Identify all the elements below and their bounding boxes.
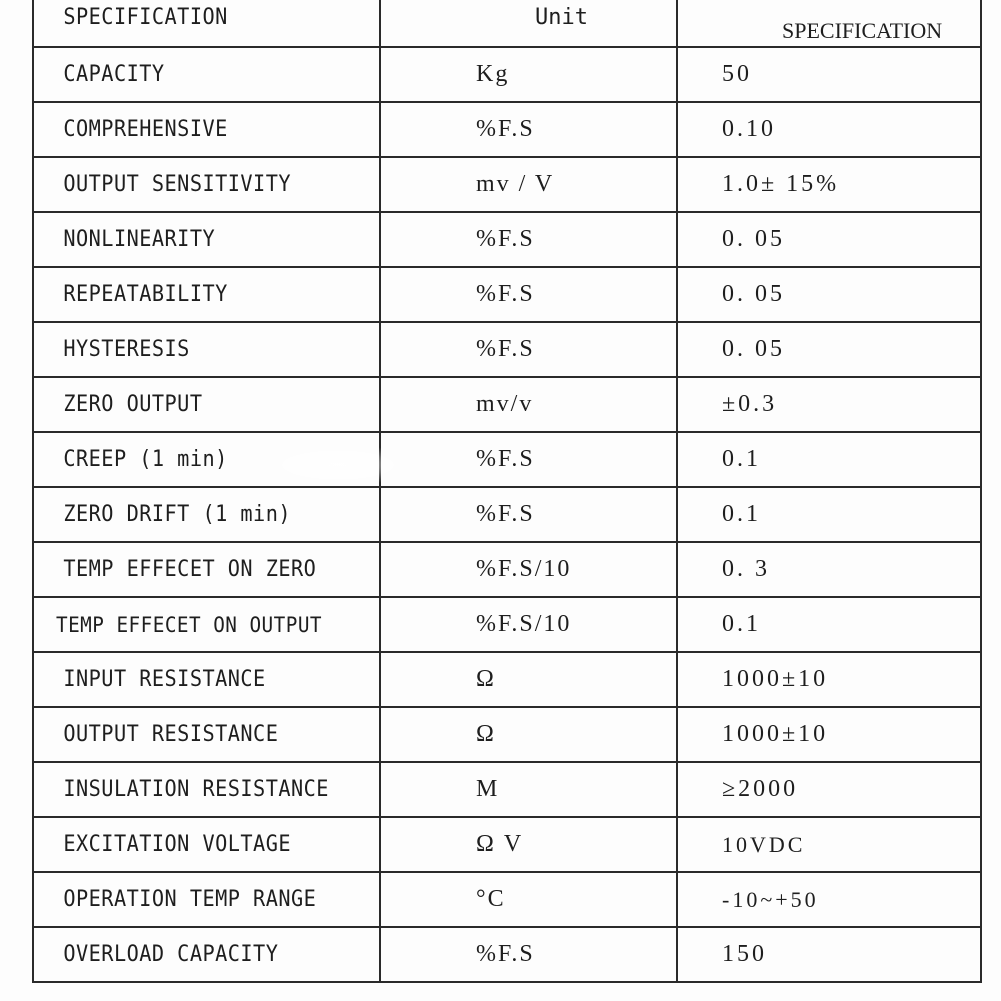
spec-name: OPERATION TEMP RANGE	[33, 872, 352, 927]
spec-unit: Ω	[380, 652, 677, 707]
table-row	[33, 212, 981, 267]
table-row	[33, 597, 981, 652]
table-row	[33, 47, 981, 102]
table-row	[33, 377, 981, 432]
table-row	[33, 762, 981, 817]
spec-name: REPEATABILITY	[33, 267, 352, 322]
spec-unit: %F.S	[380, 212, 677, 267]
spec-value: 0. 05	[677, 267, 981, 322]
spec-unit: %F.S	[380, 927, 677, 982]
table-row	[33, 872, 981, 927]
spec-value: 0. 05	[677, 322, 981, 377]
table-row	[33, 927, 981, 982]
spec-value: 1000±10	[677, 707, 981, 762]
table-row	[33, 707, 981, 762]
spec-unit: %F.S/10	[380, 542, 677, 597]
table-row	[33, 487, 981, 542]
table-row	[33, 322, 981, 377]
spec-unit: %F.S	[380, 267, 677, 322]
table-row	[33, 652, 981, 707]
header-value: SPECIFICATION	[677, 0, 981, 47]
spec-unit: mv/v	[380, 377, 677, 432]
spec-value: 1000±10	[677, 652, 981, 707]
table-row	[33, 102, 981, 157]
spec-value: 10VDC	[677, 817, 981, 872]
spec-unit: %F.S	[380, 487, 677, 542]
table-row	[33, 432, 981, 487]
spec-name: COMPREHENSIVE	[33, 102, 352, 157]
spec-unit: Ω	[380, 707, 677, 762]
spec-value: 1.0± 15%	[677, 157, 981, 212]
spec-name: ZERO OUTPUT	[33, 377, 352, 432]
spec-value: 0.10	[677, 102, 981, 157]
spec-unit: M	[380, 762, 677, 817]
spec-name: TEMP EFFECET ON OUTPUT	[33, 597, 352, 652]
spec-unit: Ω V	[380, 817, 677, 872]
spec-name: NONLINEARITY	[33, 212, 352, 267]
spec-value: ±0.3	[677, 377, 981, 432]
spec-unit: %F.S	[380, 322, 677, 377]
spec-value: 0.1	[677, 487, 981, 542]
spec-unit: %F.S	[380, 432, 677, 487]
spec-value: 0.1	[677, 432, 981, 487]
spec-name: OVERLOAD CAPACITY	[33, 927, 352, 982]
table-row	[33, 817, 981, 872]
table-header-row	[33, 0, 981, 47]
table-row	[33, 267, 981, 322]
spec-name: TEMP EFFECET ON ZERO	[33, 542, 352, 597]
spec-name: HYSTERESIS	[33, 322, 352, 377]
spec-value: 0. 05	[677, 212, 981, 267]
spec-value: -10~+50	[677, 872, 981, 927]
spec-name: INSULATION RESISTANCE	[33, 762, 352, 817]
table-row	[33, 542, 981, 597]
spec-name: INPUT RESISTANCE	[33, 652, 352, 707]
spec-name: EXCITATION VOLTAGE	[33, 817, 352, 872]
spec-name: OUTPUT SENSITIVITY	[33, 157, 352, 212]
spec-value: 50	[677, 47, 981, 102]
spec-name: CAPACITY	[33, 47, 352, 102]
specification-table	[32, 0, 982, 983]
spec-value: 150	[677, 927, 981, 982]
spec-name: OUTPUT RESISTANCE	[33, 707, 352, 762]
spec-value: 0.1	[677, 597, 981, 652]
spec-name: ZERO DRIFT (1 min)	[33, 487, 352, 542]
spec-unit: mv / V	[380, 157, 677, 212]
spec-value: ≥2000	[677, 762, 981, 817]
spec-name: CREEP (1 min)	[33, 432, 352, 487]
spec-value: 0. 3	[677, 542, 981, 597]
spec-unit: %F.S	[380, 102, 677, 157]
table-row	[33, 157, 981, 212]
spec-unit: Kg	[380, 47, 677, 102]
header-specification: SPECIFICATION	[33, 0, 352, 47]
spec-unit: °C	[380, 872, 677, 927]
header-unit: Unit	[380, 0, 677, 47]
spec-unit: %F.S/10	[380, 597, 677, 652]
